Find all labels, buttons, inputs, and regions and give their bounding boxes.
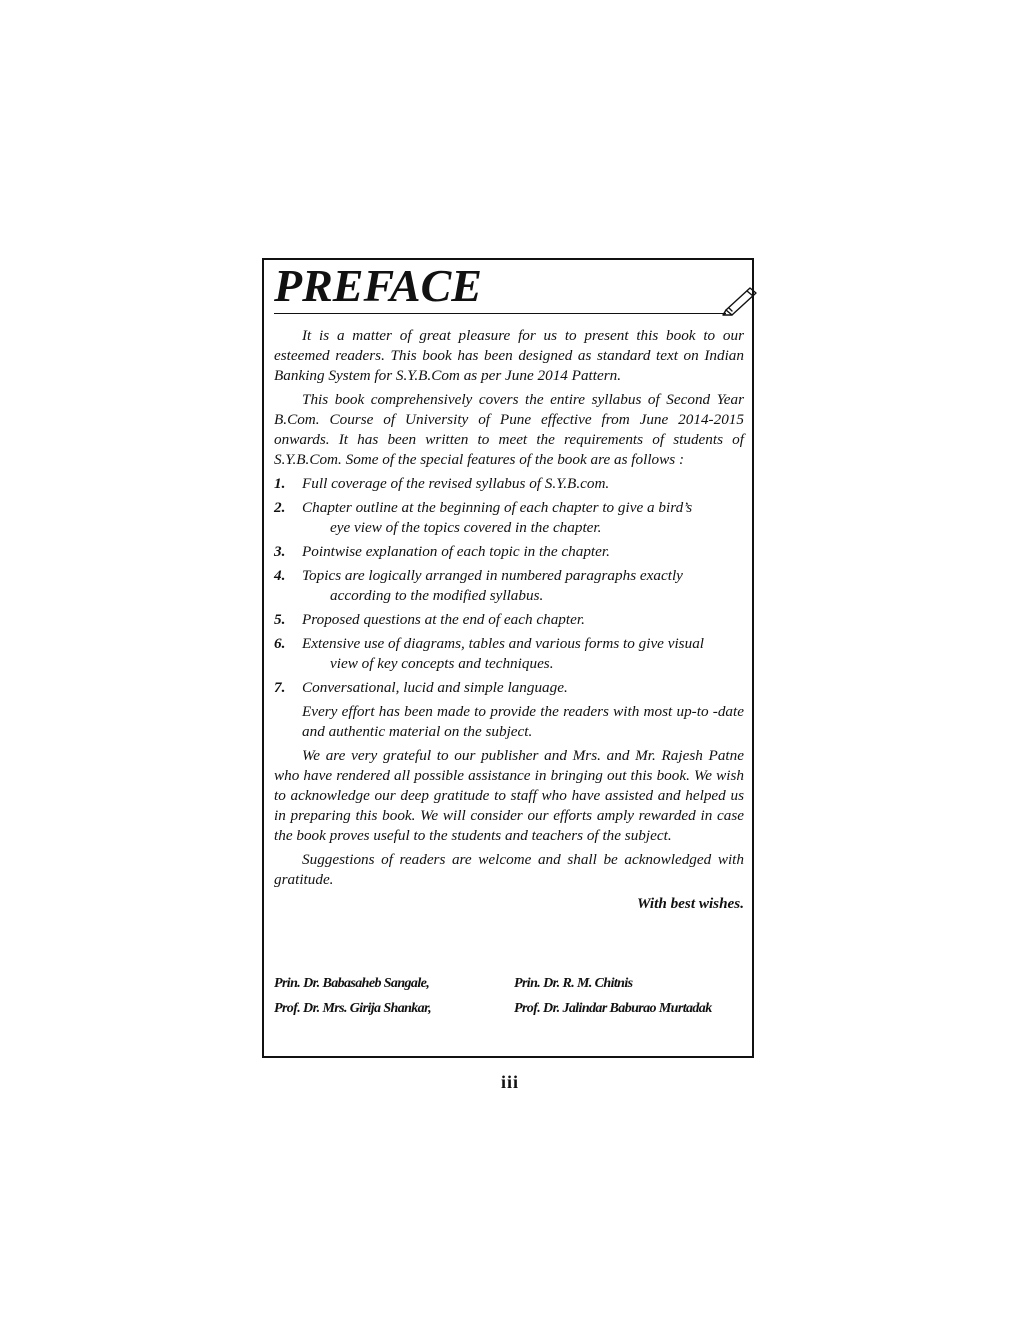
page-title: PREFACE bbox=[274, 260, 482, 311]
list-number: 3. bbox=[274, 543, 286, 560]
list-text bbox=[302, 566, 744, 606]
closing-wishes: With best wishes. bbox=[636, 895, 744, 912]
author-name: Prof. Dr. Jalindar Baburao Murtadak bbox=[514, 1001, 712, 1016]
list-item bbox=[274, 610, 744, 630]
outro-paragraph-1: Every effort has been made to provide the readers with most up-to -date and authentic material on the subject. bbox=[302, 703, 744, 740]
list-text bbox=[302, 474, 744, 494]
list-text bbox=[302, 634, 744, 674]
list-text bbox=[302, 542, 744, 562]
preface-body bbox=[274, 326, 744, 914]
list-number: 2. bbox=[274, 499, 286, 516]
list-item bbox=[274, 566, 744, 606]
list-text-line: Full coverage of the revised syllabus of S.Y.B.com. bbox=[302, 475, 610, 492]
list-number: 1. bbox=[274, 475, 286, 492]
author-name: Prin. Dr. R. M. Chitnis bbox=[514, 976, 633, 991]
list-number: 5. bbox=[274, 611, 286, 628]
intro-paragraph-2: This book comprehensively covers the entire syllabus of Second Year B.Com. Course of University of Pune effective from June 2014-2015 onwards. It has been written to meet the requirements of students of S.Y.B.Com. Some of the special features of the book are as follows : bbox=[274, 391, 744, 468]
list-text bbox=[302, 678, 744, 698]
author-name: Prof. Dr. Mrs. Girija Shankar, bbox=[274, 1001, 432, 1016]
list-text-line: Extensive use of diagrams, tables and various forms to give visual bbox=[302, 635, 705, 652]
list-item bbox=[274, 542, 744, 562]
outro-paragraph-2: We are very grateful to our publisher and Mrs. and Mr. Rajesh Patne who have rendered all possible assistance in bringing out this book. We wish to acknowledge our deep gratitude to staff who have assisted and helped us in preparing this book. We will consider our efforts amply rewarded in case the book proves useful to the students and teachers of the subject. bbox=[274, 747, 744, 844]
list-text-line: Conversational, lucid and simple language. bbox=[302, 679, 568, 696]
list-item bbox=[274, 634, 744, 674]
intro-paragraph-1: It is a matter of great pleasure for us to present this book to our esteemed readers. This book has been designed as standard text on Indian Banking System for S.Y.B.Com as per June 2014 Pattern. bbox=[274, 327, 744, 384]
author-row bbox=[274, 1001, 744, 1026]
list-text bbox=[302, 610, 744, 630]
author-row bbox=[274, 976, 744, 1001]
list-item bbox=[274, 474, 744, 494]
features-list bbox=[274, 474, 744, 698]
list-text-line: Pointwise explanation of each topic in the chapter. bbox=[302, 543, 610, 560]
preface-frame bbox=[262, 258, 754, 1058]
title-row bbox=[274, 260, 752, 316]
outro-paragraph-3: Suggestions of readers are welcome and shall be acknowledged with gratitude. bbox=[274, 851, 744, 888]
list-number: 6. bbox=[274, 635, 286, 652]
list-text-continuation: view of key concepts and techniques. bbox=[330, 655, 554, 672]
authors-block bbox=[274, 976, 744, 1026]
list-number: 4. bbox=[274, 567, 286, 584]
list-item bbox=[274, 678, 744, 698]
title-underline bbox=[274, 313, 726, 314]
list-number: 7. bbox=[274, 679, 286, 696]
pen-icon bbox=[720, 284, 760, 316]
list-text-line: Proposed questions at the end of each chapter. bbox=[302, 611, 585, 628]
list-text-line: Topics are logically arranged in numbered paragraphs exactly bbox=[302, 567, 683, 584]
list-text-continuation: eye view of the topics covered in the chapter. bbox=[330, 519, 602, 536]
list-item bbox=[274, 498, 744, 538]
page-number: iii bbox=[500, 1072, 519, 1092]
list-text-line: Chapter outline at the beginning of each chapter to give a bird’s bbox=[302, 499, 693, 516]
author-name: Prin. Dr. Babasaheb Sangale, bbox=[274, 976, 430, 991]
list-text bbox=[302, 498, 744, 538]
list-text-continuation: according to the modified syllabus. bbox=[330, 587, 544, 604]
